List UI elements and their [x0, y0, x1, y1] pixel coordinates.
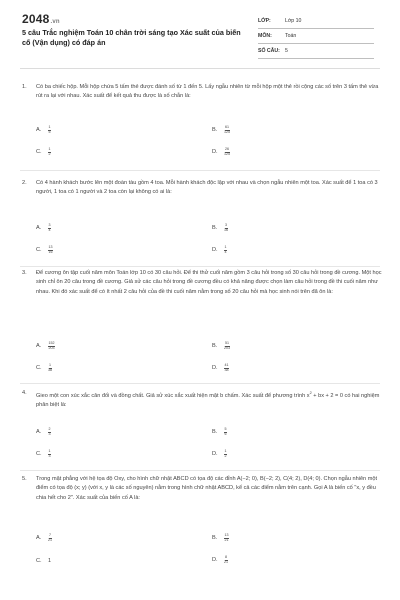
option-2d[interactable]: D. $\frac{1}{4}$: [212, 245, 227, 254]
question-1: 1. Có ba chiếc hộp. Mỗi hộp chứa 5 tấm thẻ được đánh số từ 1 đến 5. Lấy ngẫu nhiên từ mỗi hộp một thẻ rồi cộng các số trên 3 tấm thẻ vừa rút ra lại với nhau. Xác suất để kết quả thu được là số chẵn là:: [22, 84, 379, 100]
site-logo[interactable]: 2048.vn: [22, 12, 60, 26]
option-2b[interactable]: B. $\frac{3}{16}$: [212, 223, 228, 232]
option-3c[interactable]: C. $\frac{1}{38}$: [36, 363, 52, 372]
option-3b[interactable]: B. $\frac{51}{203}$: [212, 341, 230, 350]
option-3d[interactable]: D. $\frac{41}{38}$: [212, 363, 229, 372]
question-separator: [20, 266, 380, 267]
option-4d[interactable]: D. $\frac{1}{2}$: [212, 449, 227, 458]
option-2c[interactable]: C. $\frac{13}{16}$: [36, 245, 53, 254]
option-1a[interactable]: A. $\frac{1}{5}$: [36, 125, 51, 134]
option-3a[interactable]: A. $\frac{152}{203}$: [36, 341, 55, 350]
question-3: 3. Để cương ôn tập cuối năm môn Toán lớp 10 có 30 câu hỏi. Để thi thử cuối năm gồm 3 câu hỏi trong số 30 câu hỏi trong đề cương. Một học sinh chỉ ôn 20 câu trong đề cương. Giả sử các câu hỏi trong đề cương đều có khả năng được chọn làm câu hỏi trong đề thi cuối năm như nhau. Khi đó xác suất để có ít nhất 2 câu hỏi của đề thi cuối năm nằm trong số 20 câu hỏi mà học sinh nói trên đã ôn là:: [22, 270, 382, 295]
option-5c[interactable]: C. 1: [36, 558, 52, 564]
meta-row-class: LỚP: Lớp 10: [258, 14, 374, 29]
option-4c[interactable]: C. $\frac{1}{3}$: [36, 449, 51, 458]
question-separator: [20, 470, 380, 471]
option-2a[interactable]: A. $\frac{3}{4}$: [36, 223, 51, 232]
option-5d[interactable]: D. $\frac{8}{21}$: [212, 555, 228, 564]
document-title: 5 câu Trắc nghiệm Toán 10 chân trời sáng tạo Xác suất của biến cố (Vận dụng) có đáp án: [22, 28, 241, 47]
meta-row-count: SỐ CÂU: 5: [258, 44, 374, 59]
question-separator: [20, 170, 380, 171]
header: [0, 0, 400, 64]
option-1c[interactable]: C. $\frac{1}{2}$: [36, 147, 51, 156]
option-1b[interactable]: B. $\frac{61}{125}$: [212, 125, 230, 134]
question-4: 4. Gieo một con xúc xắc cân đối và đồng chất. Giả sử xúc xắc xuất hiện mặt b chấm. Xác suất để phương trình $x^2$ + bx + 2 = 0 có hai nghiệm phân biệt là:: [22, 390, 380, 409]
option-5a[interactable]: A. $\frac{7}{21}$: [36, 533, 52, 542]
option-4b[interactable]: B. $\frac{5}{6}$: [212, 427, 227, 436]
question-separator: [20, 383, 380, 384]
question-2: 2. Có 4 hành khách bước lên một đoàn tàu gồm 4 toa. Mỗi hành khách độc lập với nhau và chọn ngẫu nhiên một toa. Xác suất để 1 toa có 3 người, 1 toa có 1 người và 2 toa còn lại không có ai là:: [22, 180, 378, 196]
meta-row-subject: MÔN: Toán: [258, 29, 374, 44]
header-divider: [20, 68, 380, 69]
option-5b[interactable]: B. $\frac{13}{21}$: [212, 533, 229, 542]
question-5: 5. Trong mặt phẳng với hệ tọa độ Oxy, cho hình chữ nhật ABCD có tọa độ các đỉnh A(−2; 0), B(−2; 2), C(4; 2), D(4; 0). Chọn ngẫu nhiên một điểm có tọa độ (x; y) (với x, y là các số nguyên) nằm trong hình chữ nhật ABCD, kể cả các điểm nằm trên cạnh. Gọi A là biến cố "x, y đều chia hết cho 2". Xác suất của biến cố A là:: [22, 476, 378, 501]
option-1d[interactable]: D. $\frac{26}{125}$: [212, 147, 230, 156]
meta-box: [258, 14, 374, 59]
option-4a[interactable]: A. $\frac{2}{3}$: [36, 427, 51, 436]
